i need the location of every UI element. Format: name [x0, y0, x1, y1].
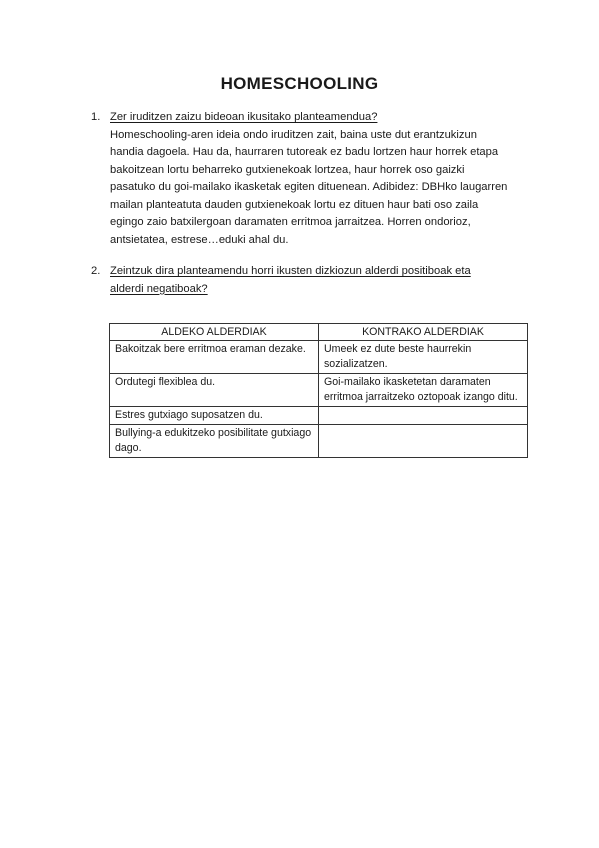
table-cell-pro: Ordutegi flexiblea du. — [110, 374, 319, 407]
question-2 — [91, 263, 531, 298]
question-1 — [91, 109, 531, 249]
answer-line: bakoitzean lortu beharreko gutxienekoak lortzea, haur horrek oso gaizki — [110, 163, 465, 176]
question-1-answer — [110, 127, 530, 250]
question-1-number: 1. — [91, 111, 101, 123]
answer-line: egingo zaio batxilergoan daramaten erritmoa jarraitzea. Horren ondorioz, — [110, 216, 471, 228]
document-title: HOMESCHOOLING — [220, 74, 379, 93]
pros-cons-table-wrapper — [109, 323, 528, 458]
header-pros: ALDEKO ALDERDIAK — [110, 324, 319, 341]
table-row — [110, 341, 528, 374]
answer-line: antsietatea, estrese…eduki ahal du. — [110, 233, 289, 246]
table-cell-con — [319, 425, 528, 458]
table-cell-con: Goi-mailako ikasketetan daramaten erritmoa jarraitzeko oztopoak izango ditu. — [319, 374, 528, 407]
pros-cons-table — [109, 323, 528, 458]
table-header-row — [110, 324, 528, 341]
question-2-number: 2. — [91, 265, 101, 277]
table-cell-con — [319, 407, 528, 425]
answer-line: handia dagoela. Hau da, haurraren tutoreak ez badu lortzen haur horrek etapa — [110, 146, 499, 158]
question-1-text: Zer iruditzen zaizu bideoan ikusitako planteamendua? — [110, 111, 378, 123]
answer-line: pasatuko du goi-mailako ikasketak egiten dituenean. Adibidez: DBHko laugarren — [110, 181, 508, 193]
table-cell-pro: Bullying-a edukitzeko posibilitate gutxiago dago. — [110, 425, 319, 458]
question-2-text-line: alderdi negatiboak? — [110, 282, 208, 295]
table-cell-con: Umeek ez dute beste haurrekin sozializatzen. — [319, 341, 528, 374]
answer-line: mailan planteatuta dauden gutxienekoak lortu ez dituen haur bati oso zaila — [110, 198, 479, 211]
table-row — [110, 407, 528, 425]
header-cons: KONTRAKO ALDERDIAK — [319, 324, 528, 341]
table-cell-pro: Estres gutxiago suposatzen du. — [110, 407, 319, 425]
table-row — [110, 374, 528, 407]
question-2-text-line: Zeintzuk dira planteamendu horri ikusten dizkiozun alderdi positiboak eta — [110, 265, 471, 277]
table-cell-pro: Bakoitzak bere erritmoa eraman dezake. — [110, 341, 319, 374]
table-row — [110, 425, 528, 458]
answer-line: Homeschooling-aren ideia ondo iruditzen zait, baina uste dut erantzukizun — [110, 128, 477, 141]
